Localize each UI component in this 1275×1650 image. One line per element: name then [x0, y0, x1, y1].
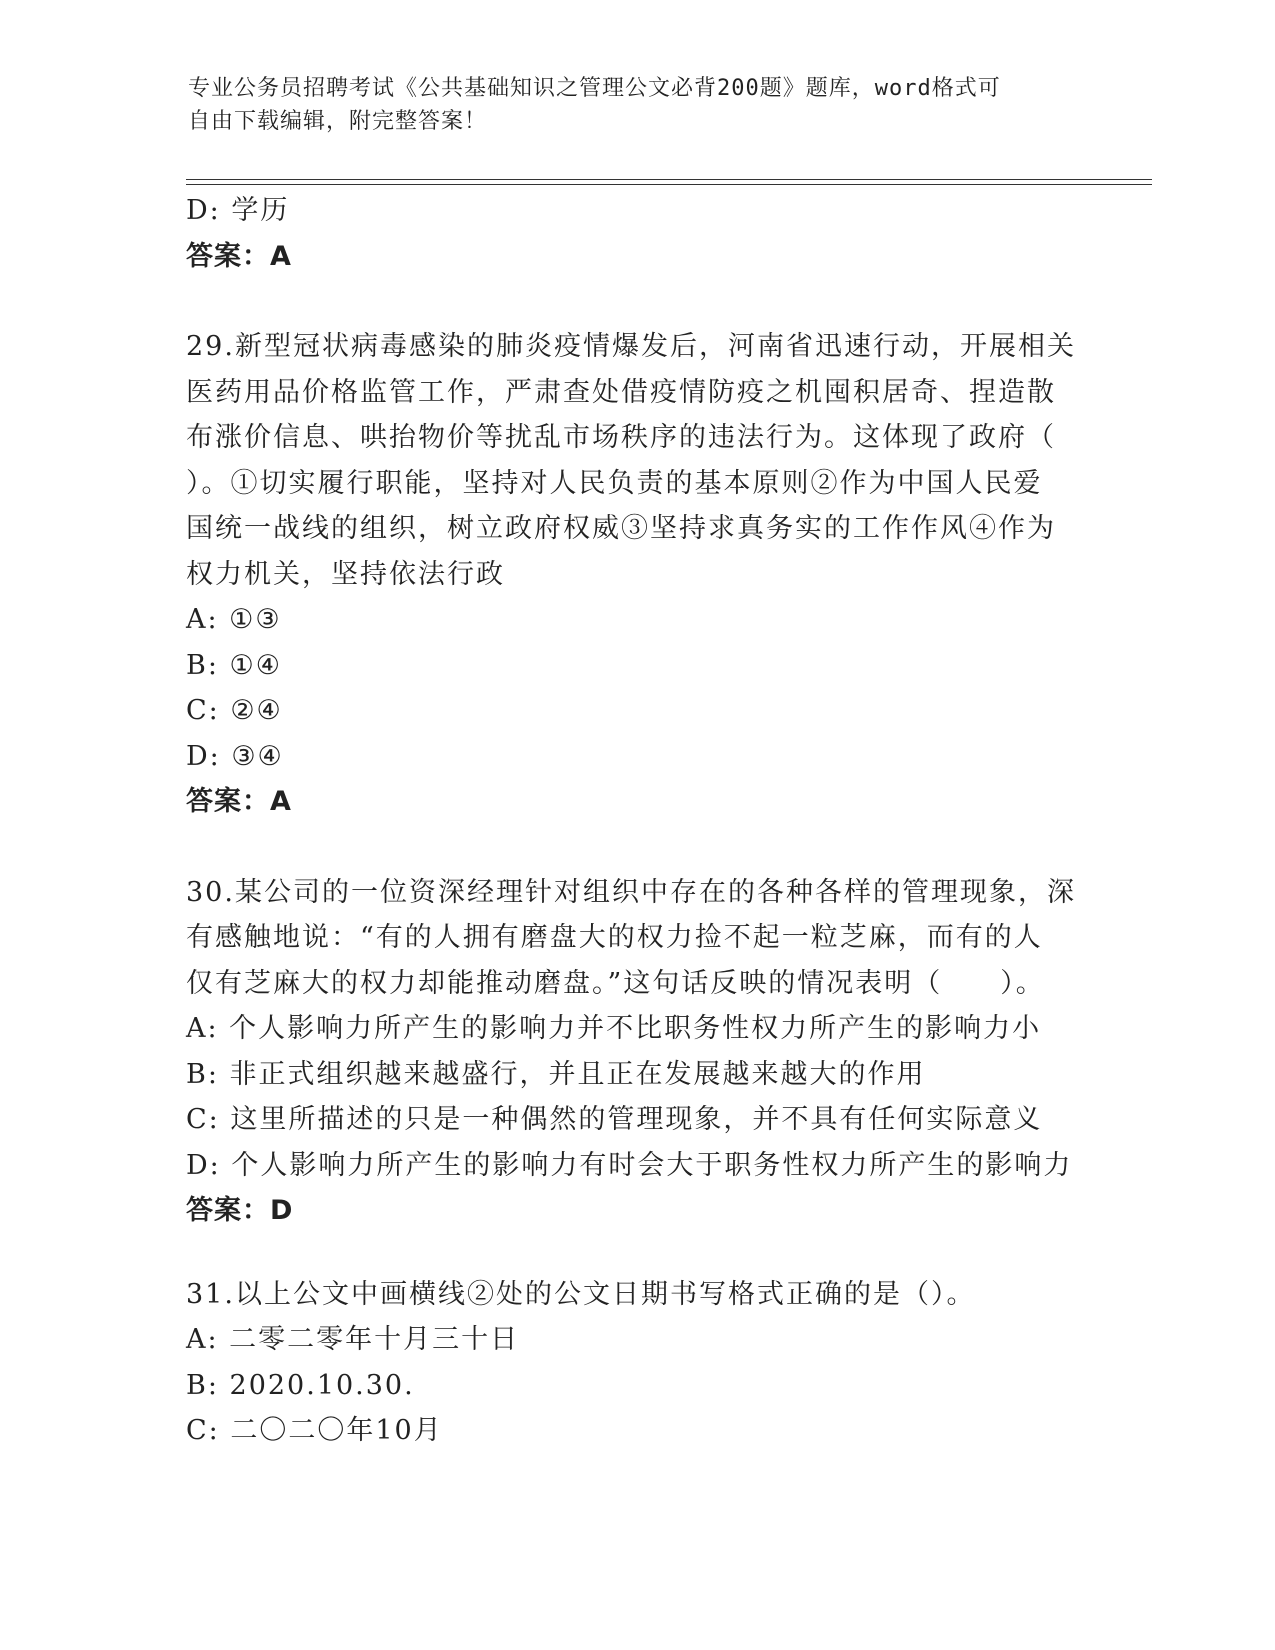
document-body: [186, 188, 1086, 1454]
option-a: A: 个人影响力所产生的影响力并不比职务性权力所产生的影响力小: [186, 1013, 1042, 1044]
question-text-line: 29.新型冠状病毒感染的肺炎疫情爆发后，河南省迅速行动，开展相关: [186, 331, 1076, 362]
option-c: C: 这里所描述的只是一种偶然的管理现象，并不具有任何实际意义: [186, 1104, 1043, 1135]
spacer: [186, 279, 1086, 324]
answer: 答案：D: [186, 1195, 294, 1226]
option-d: D: 学历: [186, 195, 290, 226]
question-text-line: 医药用品价格监管工作，严肃查处借疫情防疫之机囤积居奇、捏造散: [186, 376, 1056, 408]
option-a: A: ①③: [186, 604, 282, 635]
spacer: [186, 1234, 1086, 1272]
answer: 答案：A: [186, 786, 292, 817]
page-header: [188, 72, 1088, 138]
question-30: [186, 870, 1086, 1234]
header-line-2: 自由下载编辑，附完整答案！: [188, 109, 488, 134]
question-text-line: 权力机关，坚持依法行政: [186, 558, 505, 590]
header-divider-bottom: [186, 184, 1152, 185]
option-a: A: 二零二零年十月三十日: [186, 1324, 520, 1355]
spacer: [186, 825, 1086, 870]
question-text-line: 仅有芝麻大的权力却能推动磨盘。”这句话反映的情况表明（ ）。: [186, 967, 1045, 999]
header-divider-top: [186, 179, 1152, 180]
question-text-line: 国统一战线的组织，树立政府权威③坚持求真务实的工作作风④作为: [186, 513, 1056, 544]
option-b: B: 2020.10.30.: [186, 1369, 415, 1401]
option-c: C: ②④: [186, 695, 283, 726]
option-d: D: ③④: [186, 740, 284, 772]
question-text-line: 30.某公司的一位资深经理针对组织中存在的各种各样的管理现象，深: [186, 876, 1076, 908]
question-29: [186, 324, 1086, 825]
answer: 答案：A: [186, 240, 292, 272]
option-b: B: ①④: [186, 649, 282, 681]
header-line-1: 专业公务员招聘考试《公共基础知识之管理公文必背200题》题库，word格式可: [188, 76, 1001, 101]
option-c: C: 二〇二〇年10月: [186, 1415, 443, 1446]
question-text-line: 31.以上公文中画横线②处的公文日期书写格式正确的是（）。: [186, 1278, 976, 1310]
question-31: [186, 1272, 1086, 1454]
option-d: D: 个人影响力所产生的影响力有时会大于职务性权力所产生的影响力: [186, 1149, 1073, 1181]
question-28-tail: [186, 188, 1086, 279]
question-text-line: ）。①切实履行职能，坚持对人民负责的基本原则②作为中国人民爱: [186, 467, 1043, 499]
question-text-line: 布涨价信息、哄抬物价等扰乱市场秩序的违法行为。这体现了政府（: [186, 422, 1056, 453]
option-b: B: 非正式组织越来越盛行，并且正在发展越来越大的作用: [186, 1058, 926, 1090]
question-text-line: 有感触地说：“有的人拥有磨盘大的权力捡不起一粒芝麻，而有的人: [186, 922, 1043, 953]
